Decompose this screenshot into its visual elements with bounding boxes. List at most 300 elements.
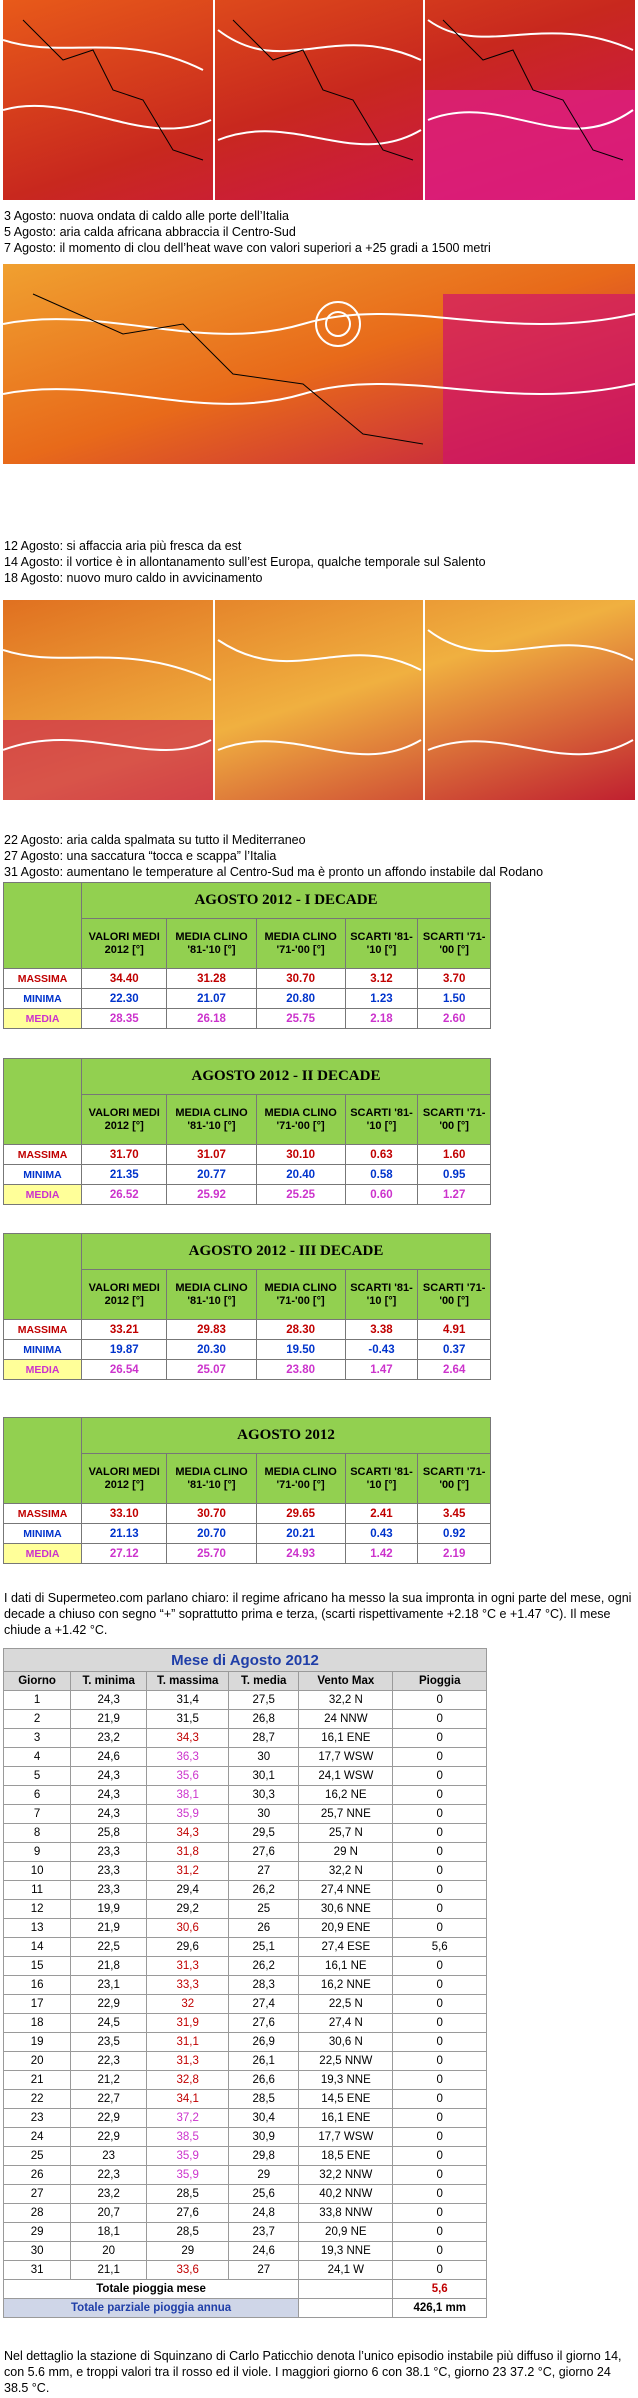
table-cell: 23,3 xyxy=(71,1881,147,1900)
table-cell: 23 xyxy=(4,2109,71,2128)
table-cell: 23,1 xyxy=(71,1976,147,1995)
cell: 25.75 xyxy=(256,1009,345,1029)
table-row xyxy=(4,2166,487,2185)
table-cell: 31,2 xyxy=(147,1862,229,1881)
table-cell: 20 xyxy=(4,2052,71,2071)
col-header: SCARTI '81-'10 [°] xyxy=(345,1270,418,1320)
table-row xyxy=(4,2242,487,2261)
table-cell: 11 xyxy=(4,1881,71,1900)
table-cell: 32 xyxy=(147,1995,229,2014)
cell: 25.07 xyxy=(167,1360,256,1380)
table-cell: 23,2 xyxy=(71,2185,147,2204)
row-label-media: MEDIA xyxy=(4,1360,82,1380)
col-header: SCARTI '81-'10 [°] xyxy=(345,1095,418,1145)
table-cell: 27,6 xyxy=(229,2014,299,2033)
empty-cell xyxy=(299,2299,393,2318)
table-cell: 29 N xyxy=(299,1843,393,1862)
table-cell: 0 xyxy=(393,1748,487,1767)
col-header: SCARTI '71-'00 [°] xyxy=(418,1095,491,1145)
table-corner xyxy=(4,883,82,969)
table-cell: 32,8 xyxy=(147,2071,229,2090)
monthly-title: Mese di Agosto 2012 xyxy=(4,1649,487,1672)
table-cell: 17 xyxy=(4,1995,71,2014)
cell: 2.41 xyxy=(345,1504,418,1524)
table-cell: 18 xyxy=(4,2014,71,2033)
caption-line: 31 Agosto: aumentano le temperature al Centro-Sud ma è pronto un affondo instabile dal Rodano xyxy=(4,865,544,879)
col-header: T. media xyxy=(229,1672,299,1691)
table-cell: 31,9 xyxy=(147,2014,229,2033)
synoptic-maps-row-2 xyxy=(3,264,635,464)
table-row xyxy=(4,2033,487,2052)
table-cell: 34,3 xyxy=(147,1824,229,1843)
cell: 24.93 xyxy=(256,1544,345,1564)
table-cell: 35,6 xyxy=(147,1767,229,1786)
col-header: SCARTI '81-'10 [°] xyxy=(345,919,418,969)
table-cell: 27,4 ESE xyxy=(299,1938,393,1957)
table-cell: 22,3 xyxy=(71,2166,147,2185)
table-cell: 27,4 xyxy=(229,1995,299,2014)
table-cell: 24,8 xyxy=(229,2204,299,2223)
decade-table-3 xyxy=(3,1233,491,1380)
table-cell: 33,8 NNW xyxy=(299,2204,393,2223)
table-cell: 0 xyxy=(393,2071,487,2090)
cell: 29.65 xyxy=(256,1504,345,1524)
cell: 26.54 xyxy=(82,1360,167,1380)
table-cell: 16 xyxy=(4,1976,71,1995)
cell: 1.50 xyxy=(418,989,491,1009)
col-header: T. massima xyxy=(147,1672,229,1691)
cell: 20.80 xyxy=(256,989,345,1009)
cell: 0.58 xyxy=(345,1165,418,1185)
cell: 30.10 xyxy=(256,1145,345,1165)
table-cell: 30,9 xyxy=(229,2128,299,2147)
table-cell: 28,5 xyxy=(147,2185,229,2204)
table-cell: 26 xyxy=(4,2166,71,2185)
table-cell: 22,9 xyxy=(71,2109,147,2128)
cell: 21.13 xyxy=(82,1524,167,1544)
table-row xyxy=(4,1881,487,1900)
cell: 20.70 xyxy=(167,1524,256,1544)
table-cell: 20 xyxy=(71,2242,147,2261)
table-cell: 30,6 N xyxy=(299,2033,393,2052)
table-cell: 31,5 xyxy=(147,1710,229,1729)
table-cell: 9 xyxy=(4,1843,71,1862)
table-cell: 40,2 NNW xyxy=(299,2185,393,2204)
table-cell: 0 xyxy=(393,2166,487,2185)
table-cell: 19,3 NNE xyxy=(299,2071,393,2090)
decade-title: AGOSTO 2012 xyxy=(82,1418,491,1454)
table-cell: 22 xyxy=(4,2090,71,2109)
table-cell: 0 xyxy=(393,1995,487,2014)
table-cell: 24,3 xyxy=(71,1786,147,1805)
table-cell: 0 xyxy=(393,2033,487,2052)
table-cell: 0 xyxy=(393,1919,487,1938)
table-cell: 29,4 xyxy=(147,1881,229,1900)
table-cell: 24,3 xyxy=(71,1805,147,1824)
col-header: Giorno xyxy=(4,1672,71,1691)
table-cell: 27,4 NNE xyxy=(299,1881,393,1900)
decade-title: AGOSTO 2012 - I DECADE xyxy=(82,883,491,919)
table-cell: 30,3 xyxy=(229,1786,299,1805)
table-cell: 25,8 xyxy=(71,1824,147,1843)
table-cell: 28,7 xyxy=(229,1729,299,1748)
table-cell: 16,2 NE xyxy=(299,1786,393,1805)
table-cell: 5,6 xyxy=(393,1938,487,1957)
col-header: Vento Max xyxy=(299,1672,393,1691)
col-header: MEDIA CLINO '71-'00 [°] xyxy=(256,1454,345,1504)
table-cell: 0 xyxy=(393,1729,487,1748)
table-cell: 30,6 NNE xyxy=(299,1900,393,1919)
table-cell: 26,9 xyxy=(229,2033,299,2052)
cell: 26.52 xyxy=(82,1185,167,1205)
cell: 0.95 xyxy=(418,1165,491,1185)
cell: 19.87 xyxy=(82,1340,167,1360)
col-header: VALORI MEDI 2012 [°] xyxy=(82,1095,167,1145)
station-paragraph: Nel dettaglio la stazione di Squinzano di Carlo Paticchio denota l’unico episodio instabile più diffuso il giorno 14, con 5.6 mm, e troppi valori tra il rosso ed il viole. I maggiori giorno 6 con 38.1 °C, giorno 23 37.2 °C, giorno 24 38.5 °C. xyxy=(4,2349,622,2395)
table-cell: 0 xyxy=(393,2242,487,2261)
table-cell: 24,1 WSW xyxy=(299,1767,393,1786)
table-cell: 25,7 NNE xyxy=(299,1805,393,1824)
table-cell: 21,1 xyxy=(71,2261,147,2280)
table-row xyxy=(4,1691,487,1710)
table-row xyxy=(4,1824,487,1843)
cell: 2.60 xyxy=(418,1009,491,1029)
col-header: MEDIA CLINO '81-'10 [°] xyxy=(167,1095,256,1145)
row-label-media: MEDIA xyxy=(4,1544,82,1564)
decade-title: AGOSTO 2012 - II DECADE xyxy=(82,1059,491,1095)
table-cell: 26,1 xyxy=(229,2052,299,2071)
table-cell: 24,3 xyxy=(71,1767,147,1786)
cell: 1.23 xyxy=(345,989,418,1009)
table-cell: 35,9 xyxy=(147,2166,229,2185)
table-cell: 20,9 NE xyxy=(299,2223,393,2242)
table-row xyxy=(4,1976,487,1995)
table-cell: 29 xyxy=(147,2242,229,2261)
table-cell: 26,2 xyxy=(229,1881,299,1900)
caption-line: 27 Agosto: una saccatura “tocca e scappa” l’Italia xyxy=(4,849,277,863)
table-cell: 31,8 xyxy=(147,1843,229,1862)
table-row xyxy=(4,1900,487,1919)
table-cell: 0 xyxy=(393,1957,487,1976)
col-header: MEDIA CLINO '81-'10 [°] xyxy=(167,1270,256,1320)
table-cell: 17,7 WSW xyxy=(299,2128,393,2147)
col-header: MEDIA CLINO '81-'10 [°] xyxy=(167,919,256,969)
table-cell: 29,8 xyxy=(229,2147,299,2166)
cell: 21.07 xyxy=(167,989,256,1009)
table-row xyxy=(4,2223,487,2242)
table-cell: 24,5 xyxy=(71,2014,147,2033)
empty-cell xyxy=(299,2280,393,2299)
table-cell: 31,4 xyxy=(147,1691,229,1710)
col-header: SCARTI '81-'10 [°] xyxy=(345,1454,418,1504)
table-cell: 3 xyxy=(4,1729,71,1748)
cell: 20.77 xyxy=(167,1165,256,1185)
table-row xyxy=(4,2261,487,2280)
cell: 22.30 xyxy=(82,989,167,1009)
table-cell: 16,1 ENE xyxy=(299,2109,393,2128)
table-cell: 19,3 NNE xyxy=(299,2242,393,2261)
table-row xyxy=(4,2090,487,2109)
cell: 26.18 xyxy=(167,1009,256,1029)
table-row xyxy=(4,1862,487,1881)
table-cell: 24,6 xyxy=(229,2242,299,2261)
table-cell: 30 xyxy=(4,2242,71,2261)
cell: 25.25 xyxy=(256,1185,345,1205)
cell: 0.63 xyxy=(345,1145,418,1165)
cell: 3.70 xyxy=(418,969,491,989)
caption-line: 7 Agosto: il momento di clou dell’heat wave con valori superiori a +25 gradi a 1500 metri xyxy=(4,241,491,255)
table-cell: 0 xyxy=(393,1976,487,1995)
table-cell: 24,3 xyxy=(71,1691,147,1710)
caption-line: 3 Agosto: nuova ondata di caldo alle porte dell’Italia xyxy=(4,209,289,223)
table-cell: 0 xyxy=(393,1824,487,1843)
table-cell: 30 xyxy=(229,1748,299,1767)
table-cell: 19 xyxy=(4,2033,71,2052)
table-cell: 23,3 xyxy=(71,1862,147,1881)
caption-block-2 xyxy=(4,538,486,586)
table-cell: 23,5 xyxy=(71,2033,147,2052)
table-cell: 8 xyxy=(4,1824,71,1843)
table-row xyxy=(4,2014,487,2033)
cell: 0.92 xyxy=(418,1524,491,1544)
table-row xyxy=(4,1938,487,1957)
row-label-media: MEDIA xyxy=(4,1009,82,1029)
cell: 0.37 xyxy=(418,1340,491,1360)
caption-line: 22 Agosto: aria calda spalmata su tutto il Mediterraneo xyxy=(4,833,306,847)
table-cell: 21,2 xyxy=(71,2071,147,2090)
decade-table-2 xyxy=(3,1058,491,1205)
cell: 1.47 xyxy=(345,1360,418,1380)
table-cell: 29 xyxy=(229,2166,299,2185)
table-cell: 0 xyxy=(393,2109,487,2128)
table-cell: 23,3 xyxy=(71,1843,147,1862)
cell: 27.12 xyxy=(82,1544,167,1564)
table-cell: 29,6 xyxy=(147,1938,229,1957)
table-cell: 4 xyxy=(4,1748,71,1767)
table-cell: 22,5 N xyxy=(299,1995,393,2014)
table-cell: 30,1 xyxy=(229,1767,299,1786)
table-cell: 22,9 xyxy=(71,1995,147,2014)
caption-line: 5 Agosto: aria calda africana abbraccia il Centro-Sud xyxy=(4,225,296,239)
table-row xyxy=(4,1805,487,1824)
table-cell: 14 xyxy=(4,1938,71,1957)
table-cell: 0 xyxy=(393,2261,487,2280)
col-header: MEDIA CLINO '81-'10 [°] xyxy=(167,1454,256,1504)
table-row xyxy=(4,1710,487,1729)
table-cell: 16,1 ENE xyxy=(299,1729,393,1748)
col-header: MEDIA CLINO '71-'00 [°] xyxy=(256,1095,345,1145)
col-header: MEDIA CLINO '71-'00 [°] xyxy=(256,919,345,969)
table-cell: 25,6 xyxy=(229,2185,299,2204)
cell: 4.91 xyxy=(418,1320,491,1340)
table-cell: 0 xyxy=(393,1767,487,1786)
table-cell: 0 xyxy=(393,2204,487,2223)
table-cell: 25,1 xyxy=(229,1938,299,1957)
cell: 1.60 xyxy=(418,1145,491,1165)
col-header: Pioggia xyxy=(393,1672,487,1691)
table-cell: 25,7 N xyxy=(299,1824,393,1843)
cell: 30.70 xyxy=(256,969,345,989)
table-cell: 0 xyxy=(393,1843,487,1862)
table-cell: 24,1 W xyxy=(299,2261,393,2280)
table-cell: 20,9 ENE xyxy=(299,1919,393,1938)
table-cell: 34,3 xyxy=(147,1729,229,1748)
col-header: SCARTI '71-'00 [°] xyxy=(418,919,491,969)
cell: 25.92 xyxy=(167,1185,256,1205)
table-cell: 34,1 xyxy=(147,2090,229,2109)
table-cell: 38,5 xyxy=(147,2128,229,2147)
table-cell: 31,3 xyxy=(147,2052,229,2071)
table-cell: 0 xyxy=(393,2223,487,2242)
table-cell: 24 NNW xyxy=(299,1710,393,1729)
table-cell: 23,2 xyxy=(71,1729,147,1748)
row-label-minima: MINIMA xyxy=(4,1524,82,1544)
table-cell: 27 xyxy=(229,2261,299,2280)
table-cell: 29,5 xyxy=(229,1824,299,1843)
cell: 29.83 xyxy=(167,1320,256,1340)
caption-line: 12 Agosto: si affaccia aria più fresca da est xyxy=(4,539,242,553)
cell: 20.30 xyxy=(167,1340,256,1360)
cell: 19.50 xyxy=(256,1340,345,1360)
analysis-paragraph: I dati di Supermeteo.com parlano chiaro: il regime africano ha messo la sua impronta in ogni parte del mese, ogni decade a chiuso con segno “+” soprattutto prima e terza, (scarti rispettivamente +2.18 °C e +1.47 °C). Il mese chiude a +1.42 °C. xyxy=(4,1591,632,1637)
table-row xyxy=(4,1767,487,1786)
table-cell: 0 xyxy=(393,1862,487,1881)
table-cell: 0 xyxy=(393,1691,487,1710)
row-label-media: MEDIA xyxy=(4,1185,82,1205)
table-cell: 6 xyxy=(4,1786,71,1805)
table-cell: 28,5 xyxy=(229,2090,299,2109)
table-cell: 37,2 xyxy=(147,2109,229,2128)
table-cell: 0 xyxy=(393,1710,487,1729)
table-cell: 21 xyxy=(4,2071,71,2090)
cell: 20.21 xyxy=(256,1524,345,1544)
caption-line: 18 Agosto: nuovo muro caldo in avvicinamento xyxy=(4,571,263,585)
table-cell: 23 xyxy=(71,2147,147,2166)
table-cell: 19,9 xyxy=(71,1900,147,1919)
table-row xyxy=(4,1843,487,1862)
table-row xyxy=(4,1995,487,2014)
table-cell: 1 xyxy=(4,1691,71,1710)
table-cell: 27,5 xyxy=(229,1691,299,1710)
table-cell: 0 xyxy=(393,2090,487,2109)
table-cell: 12 xyxy=(4,1900,71,1919)
row-label-massima: MASSIMA xyxy=(4,1145,82,1165)
table-row xyxy=(4,2147,487,2166)
table-cell: 0 xyxy=(393,2128,487,2147)
table-cell: 27,6 xyxy=(147,2204,229,2223)
caption-line: 14 Agosto: il vortice è in allontanamento sull’est Europa, qualche temporale sul Salento xyxy=(4,555,486,569)
cell: 34.40 xyxy=(82,969,167,989)
table-cell: 10 xyxy=(4,1862,71,1881)
decade-table-month xyxy=(3,1417,491,1564)
table-row xyxy=(4,1748,487,1767)
table-cell: 28,3 xyxy=(229,1976,299,1995)
cell: 31.70 xyxy=(82,1145,167,1165)
row-label-massima: MASSIMA xyxy=(4,969,82,989)
cell: 28.35 xyxy=(82,1009,167,1029)
table-cell: 15 xyxy=(4,1957,71,1976)
table-cell: 31 xyxy=(4,2261,71,2280)
total-rain-label: Totale pioggia mese xyxy=(4,2280,299,2299)
table-cell: 35,9 xyxy=(147,2147,229,2166)
table-cell: 14,5 ENE xyxy=(299,2090,393,2109)
total-rain-value: 5,6 xyxy=(393,2280,487,2299)
table-cell: 21,8 xyxy=(71,1957,147,1976)
table-cell: 16,2 NNE xyxy=(299,1976,393,1995)
table-cell: 36,3 xyxy=(147,1748,229,1767)
cell: 21.35 xyxy=(82,1165,167,1185)
table-cell: 25 xyxy=(229,1900,299,1919)
cell: 20.40 xyxy=(256,1165,345,1185)
table-cell: 27,6 xyxy=(229,1843,299,1862)
table-row xyxy=(4,1729,487,1748)
table-cell: 0 xyxy=(393,1805,487,1824)
table-cell: 0 xyxy=(393,1786,487,1805)
col-header: MEDIA CLINO '71-'00 [°] xyxy=(256,1270,345,1320)
table-cell: 26,2 xyxy=(229,1957,299,1976)
cell: 23.80 xyxy=(256,1360,345,1380)
table-corner xyxy=(4,1418,82,1504)
table-cell: 24 xyxy=(4,2128,71,2147)
table-row xyxy=(4,2052,487,2071)
table-row xyxy=(4,2071,487,2090)
table-cell: 20,7 xyxy=(71,2204,147,2223)
table-cell: 18,1 xyxy=(71,2223,147,2242)
row-label-minima: MINIMA xyxy=(4,1165,82,1185)
table-cell: 5 xyxy=(4,1767,71,1786)
cell: 3.38 xyxy=(345,1320,418,1340)
table-cell: 22,9 xyxy=(71,2128,147,2147)
table-cell: 0 xyxy=(393,1881,487,1900)
table-cell: 29,2 xyxy=(147,1900,229,1919)
cell: 0.60 xyxy=(345,1185,418,1205)
table-cell: 33,6 xyxy=(147,2261,229,2280)
cell: 31.28 xyxy=(167,969,256,989)
table-cell: 18,5 ENE xyxy=(299,2147,393,2166)
table-cell: 22,7 xyxy=(71,2090,147,2109)
table-cell: 2 xyxy=(4,1710,71,1729)
table-cell: 13 xyxy=(4,1919,71,1938)
table-cell: 21,9 xyxy=(71,1710,147,1729)
cell: 2.18 xyxy=(345,1009,418,1029)
table-cell: 24,6 xyxy=(71,1748,147,1767)
table-cell: 26,6 xyxy=(229,2071,299,2090)
table-cell: 35,9 xyxy=(147,1805,229,1824)
table-cell: 26 xyxy=(229,1919,299,1938)
table-row xyxy=(4,2204,487,2223)
table-cell: 31,1 xyxy=(147,2033,229,2052)
annual-rain-value: 426,1 mm xyxy=(393,2299,487,2318)
cell: 33.21 xyxy=(82,1320,167,1340)
cell: -0.43 xyxy=(345,1340,418,1360)
decade-table-1 xyxy=(3,882,491,1029)
col-header: VALORI MEDI 2012 [°] xyxy=(82,1270,167,1320)
table-row xyxy=(4,1919,487,1938)
table-cell: 21,9 xyxy=(71,1919,147,1938)
table-cell: 22,3 xyxy=(71,2052,147,2071)
table-cell: 22,5 NNW xyxy=(299,2052,393,2071)
table-row xyxy=(4,2109,487,2128)
table-cell: 32,2 N xyxy=(299,1862,393,1881)
cell: 33.10 xyxy=(82,1504,167,1524)
table-cell: 22,5 xyxy=(71,1938,147,1957)
table-cell: 23,7 xyxy=(229,2223,299,2242)
col-header: VALORI MEDI 2012 [°] xyxy=(82,919,167,969)
table-corner xyxy=(4,1059,82,1145)
cell: 25.70 xyxy=(167,1544,256,1564)
table-cell: 27 xyxy=(4,2185,71,2204)
table-cell: 0 xyxy=(393,1900,487,1919)
